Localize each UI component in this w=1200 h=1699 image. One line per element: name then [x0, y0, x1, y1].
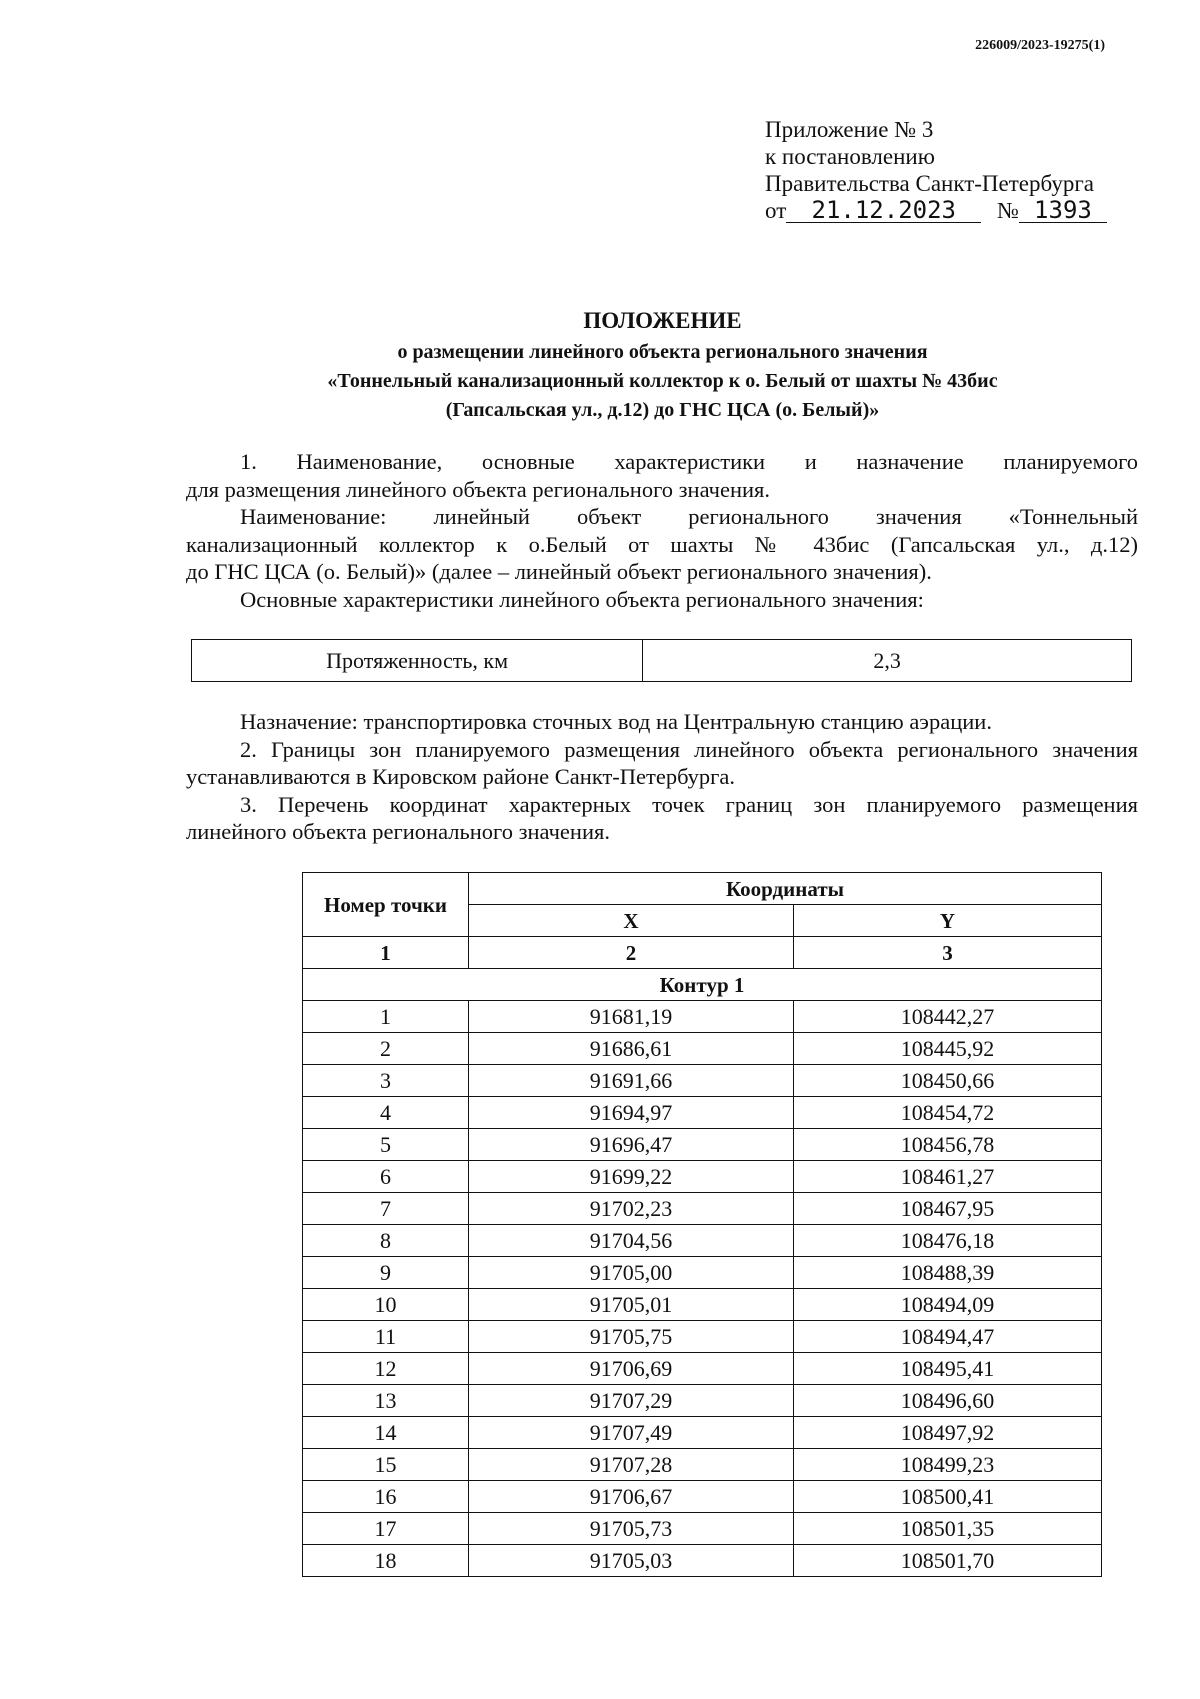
appendix-date-line: [765, 197, 1107, 224]
decree-date: 21.12.2023: [786, 198, 981, 223]
point-number: 12: [303, 1353, 469, 1385]
x-coordinate: 91691,66: [469, 1065, 794, 1097]
x-coordinate: 91702,23: [469, 1193, 794, 1225]
x-coordinate: 91699,22: [469, 1161, 794, 1193]
x-coordinate: 91706,67: [469, 1481, 794, 1513]
point-number: 1: [303, 1001, 469, 1033]
text-line: 1. Наименование, основные характеристики и назначение планируемого: [240, 449, 1138, 474]
appendix-header: [765, 116, 1107, 224]
y-coordinate: 108500,41: [794, 1481, 1102, 1513]
subtitle-line: о размещении линейного объекта регионального значения: [397, 341, 928, 363]
point-number: 10: [303, 1289, 469, 1321]
text-line: Основные характеристики линейного объекта регионального значения:: [240, 586, 924, 612]
table-row: [303, 1257, 1102, 1289]
section-2-text: [186, 708, 1138, 846]
text-line: Назначение: транспортировка сточных вод на Центральную станцию аэрации.: [240, 709, 992, 734]
y-coordinate: 108467,95: [794, 1193, 1102, 1225]
document-number: 226009/2023-19275(1): [975, 38, 1105, 53]
header-y: Y: [794, 905, 1102, 937]
table-row: [303, 1129, 1102, 1161]
x-coordinate: 91707,29: [469, 1385, 794, 1417]
subtitle-line: «Тоннельный канализационный коллектор к о. Белый от шахты № 43бис: [327, 370, 998, 392]
point-number: 9: [303, 1257, 469, 1289]
column-number-row: [303, 937, 1102, 969]
x-coordinate: 91705,03: [469, 1545, 794, 1577]
point-number: 7: [303, 1193, 469, 1225]
y-coordinate: 108501,35: [794, 1513, 1102, 1545]
text-line: Наименование: линейный объект регионального значения «Тоннельный: [240, 504, 1138, 530]
table-row: [303, 1545, 1102, 1577]
table-row: [303, 1321, 1102, 1353]
from-label: от: [765, 198, 787, 223]
y-coordinate: 108456,78: [794, 1129, 1102, 1161]
header-coordinates: Координаты: [469, 873, 1102, 905]
appendix-line3: Правительства Санкт-Петербурга: [765, 171, 1094, 196]
characteristic-value: 2,3: [643, 640, 1132, 682]
y-coordinate: 108461,27: [794, 1161, 1102, 1193]
characteristics-table: [191, 639, 1132, 682]
text-line: устанавливаются в Кировском районе Санкт-Петербурга.: [186, 764, 736, 790]
appendix-title: Приложение № 3: [765, 117, 934, 142]
x-coordinate: 91706,69: [469, 1353, 794, 1385]
point-number: 15: [303, 1449, 469, 1481]
contour-label: Контур 1: [303, 969, 1102, 1001]
y-coordinate: 108499,23: [794, 1449, 1102, 1481]
section-1-text: [186, 448, 1138, 614]
table-row: [303, 1161, 1102, 1193]
text-line: канализационный коллектор к о.Белый от шахты № 43бис (Гапсальская ул., д.12): [186, 531, 1138, 557]
table-row: [303, 1417, 1102, 1449]
table-header-row: [303, 873, 1102, 905]
column-number: 3: [794, 937, 1102, 969]
x-coordinate: 91705,01: [469, 1289, 794, 1321]
text-line: линейного объекта регионального значения.: [186, 819, 610, 845]
table-row: [192, 640, 1132, 682]
text-line: 2. Границы зон планируемого размещения линейного объекта регионального значения: [240, 736, 1138, 762]
point-number: 3: [303, 1065, 469, 1097]
x-coordinate: 91705,75: [469, 1321, 794, 1353]
text-line: для размещения линейного объекта регионального значения.: [186, 476, 771, 502]
table-row: [303, 1289, 1102, 1321]
point-number: 6: [303, 1161, 469, 1193]
point-number: 13: [303, 1385, 469, 1417]
x-coordinate: 91694,97: [469, 1097, 794, 1129]
column-number: 2: [469, 937, 794, 969]
table-row: [303, 1225, 1102, 1257]
column-number: 1: [303, 937, 469, 969]
x-coordinate: 91705,00: [469, 1257, 794, 1289]
y-coordinate: 108442,27: [794, 1001, 1102, 1033]
characteristic-label: Протяженность, км: [192, 640, 643, 682]
point-number: 16: [303, 1481, 469, 1513]
point-number: 5: [303, 1129, 469, 1161]
y-coordinate: 108497,92: [794, 1417, 1102, 1449]
point-number: 18: [303, 1545, 469, 1577]
table-row: [303, 1385, 1102, 1417]
x-coordinate: 91704,56: [469, 1225, 794, 1257]
document-subtitle: [0, 338, 1200, 425]
y-coordinate: 108454,72: [794, 1097, 1102, 1129]
y-coordinate: 108495,41: [794, 1353, 1102, 1385]
table-row: [303, 1353, 1102, 1385]
point-number: 11: [303, 1321, 469, 1353]
table-row: [303, 1193, 1102, 1225]
y-coordinate: 108494,47: [794, 1321, 1102, 1353]
table-row: [303, 1065, 1102, 1097]
y-coordinate: 108501,70: [794, 1545, 1102, 1577]
text-line: до ГНС ЦСА (о. Белый)» (далее – линейный объект регионального значения).: [186, 559, 932, 585]
table-row: [303, 1097, 1102, 1129]
table-row: [303, 1033, 1102, 1065]
text-line: 3. Перечень координат характерных точек границ зон планируемого размещения: [240, 791, 1138, 817]
contour-row: [303, 969, 1102, 1001]
point-number: 4: [303, 1097, 469, 1129]
y-coordinate: 108450,66: [794, 1065, 1102, 1097]
point-number: 2: [303, 1033, 469, 1065]
header-point-number: Номер точки: [303, 873, 469, 937]
y-coordinate: 108476,18: [794, 1225, 1102, 1257]
x-coordinate: 91681,19: [469, 1001, 794, 1033]
table-row: [303, 1481, 1102, 1513]
x-coordinate: 91686,61: [469, 1033, 794, 1065]
x-coordinate: 91707,49: [469, 1417, 794, 1449]
point-number: 8: [303, 1225, 469, 1257]
table-row: [303, 1001, 1102, 1033]
point-number: 14: [303, 1417, 469, 1449]
table-row: [303, 1513, 1102, 1545]
decree-number: 1393: [1019, 198, 1107, 223]
x-coordinate: 91707,28: [469, 1449, 794, 1481]
y-coordinate: 108488,39: [794, 1257, 1102, 1289]
x-coordinate: 91696,47: [469, 1129, 794, 1161]
table-row: [303, 1449, 1102, 1481]
appendix-line2: к постановлению: [765, 144, 935, 169]
document-title: ПОЛОЖЕНИЕ: [583, 308, 742, 333]
coordinates-table: [302, 872, 1102, 1577]
y-coordinate: 108494,09: [794, 1289, 1102, 1321]
number-label: №: [997, 198, 1019, 223]
x-coordinate: 91705,73: [469, 1513, 794, 1545]
y-coordinate: 108496,60: [794, 1385, 1102, 1417]
y-coordinate: 108445,92: [794, 1033, 1102, 1065]
header-x: X: [469, 905, 794, 937]
point-number: 17: [303, 1513, 469, 1545]
subtitle-line: (Гапсальская ул., д.12) до ГНС ЦСА (о. Белый)»: [445, 399, 880, 421]
